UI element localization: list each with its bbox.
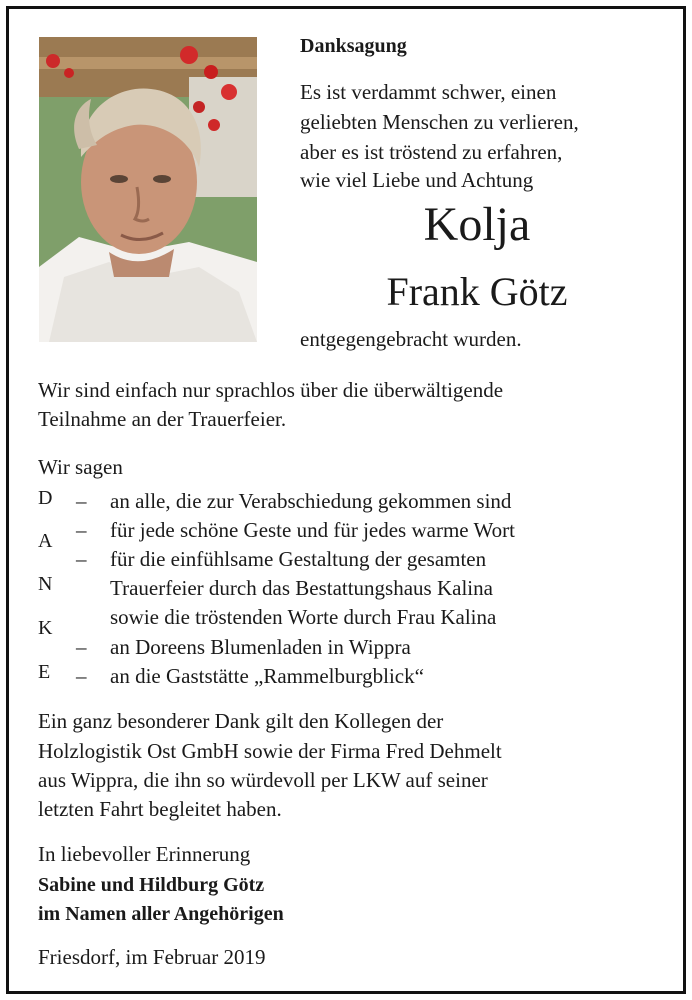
signers-2: im Namen aller Angehörigen [38, 903, 284, 925]
wir-sagen: Wir sagen [38, 455, 123, 479]
paragraph1-line-1: Wir sind einfach nur sprachlos über die überwältigende [38, 378, 504, 402]
paragraph2-line-1: Ein ganz besonderer Dank gilt den Kollegen der [38, 709, 444, 733]
paragraph2-line-4: letzten Fahrt begleitet haben. [38, 797, 282, 821]
danke-letter-a: A [38, 530, 53, 552]
thanks-item: an alle, die zur Verabschiedung gekommen sind [110, 489, 512, 513]
notice-title: Danksagung [300, 35, 407, 57]
portrait-photo [39, 37, 257, 342]
paragraph2-line-3: aus Wippra, die ihn so würdevoll per LKW auf seiner [38, 768, 488, 792]
thanks-item: sowie die tröstenden Worte durch Frau Kalina [110, 605, 497, 629]
deceased-first-name: Kolja [423, 198, 531, 251]
danke-letter-n: N [38, 573, 53, 595]
list-dash: – [76, 489, 87, 513]
danke-letter-e: E [38, 661, 51, 683]
after-name-line: entgegengebracht wurden. [300, 327, 522, 351]
closing-line: In liebevoller Erinnerung [38, 842, 251, 866]
place-date: Friesdorf, im Februar 2019 [38, 945, 266, 969]
thanks-item: an die Gaststätte „Rammelburgblick“ [110, 664, 424, 688]
danke-letter-k: K [38, 617, 53, 639]
signers: Sabine und Hildburg Götz [38, 874, 265, 896]
list-dash: – [76, 664, 87, 688]
thanks-item: für die einfühlsame Gestaltung der gesamten [110, 547, 487, 571]
list-dash: – [76, 635, 87, 659]
paragraph1-line-2: Teilnahme an der Trauerfeier. [38, 407, 287, 431]
list-dash: – [76, 547, 87, 571]
danke-letter-d: D [38, 487, 53, 509]
thanks-item: Trauerfeier durch das Bestattungshaus Kalina [110, 576, 493, 600]
intro-line-1: Es ist verdammt schwer, einen [300, 80, 557, 104]
thanks-item: an Doreens Blumenladen in Wippra [110, 635, 411, 659]
intro-line-4: wie viel Liebe und Achtung [300, 168, 534, 192]
thanks-item: für jede schöne Geste und für jedes warme Wort [110, 518, 515, 542]
intro-line-2: geliebten Menschen zu verlieren, [300, 110, 579, 134]
paragraph2-line-2: Holzlogistik Ost GmbH sowie der Firma Fred Dehmelt [38, 739, 502, 763]
deceased-full-name: Frank Götz [386, 269, 568, 314]
list-dash: – [76, 518, 87, 542]
intro-line-3: aber es ist tröstend zu erfahren, [300, 140, 563, 164]
